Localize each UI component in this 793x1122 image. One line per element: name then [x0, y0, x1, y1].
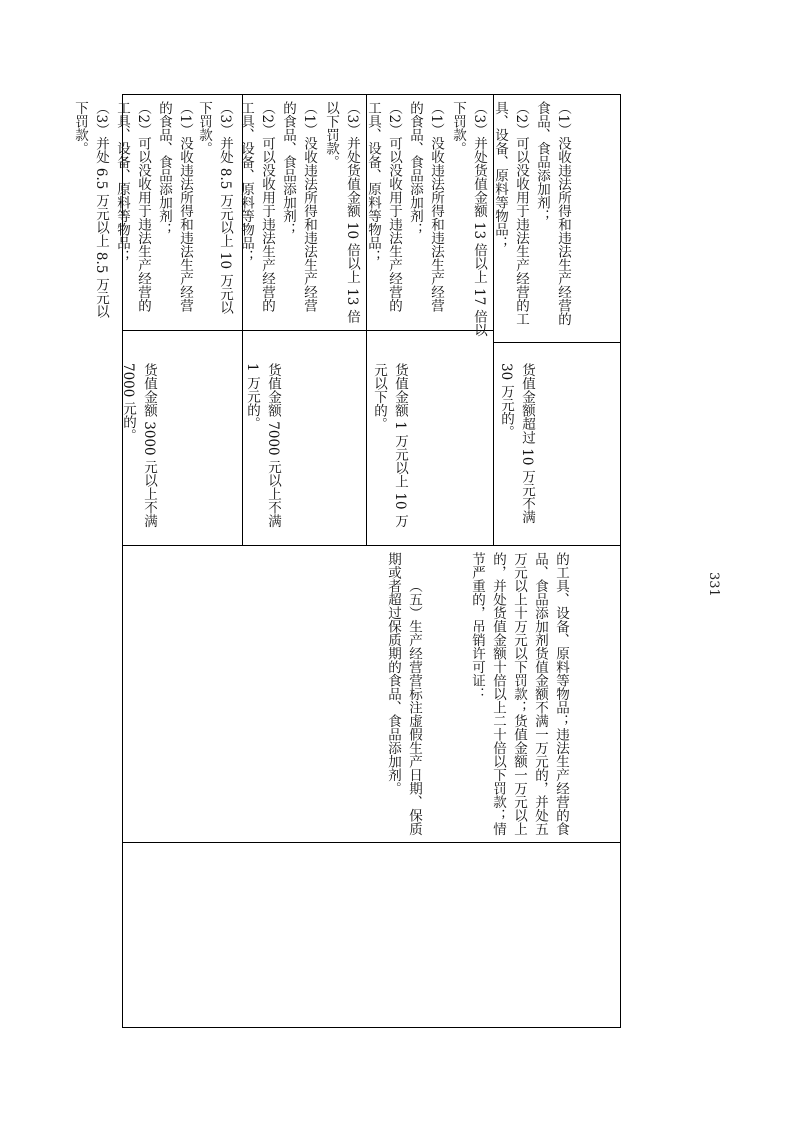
penalty-text-1: （1）没收违法所得和违法生产经营的食品、食品添加剂； （2）可以没收用于违法生产经营的工具、设备、原料等物品； （3）并处 6.5 万元以上 8.5 万元以下罚款。	[72, 101, 193, 319]
column-divider-provision	[122, 545, 621, 546]
penalty-text-2: （1）没收违法所得和违法生产经营的食品、食品添加剂； （2）可以没收用于违法生产经营的工具、设备、原料等物品； （3）并处 8.5 万元以上 10 万元以下罚款。	[196, 101, 317, 314]
table-border-right	[620, 94, 621, 1028]
condition-cell-4	[495, 345, 619, 543]
provision-paragraph-2: （五）生产经营营标注虚假生产日期、保质期或者超过保质期的食品、食品添加剂。	[385, 552, 422, 836]
column-divider-condition-1	[122, 330, 242, 331]
penalty-cell-4	[450, 97, 619, 341]
condition-text-3: 货值金额 1 万元以上 10 万元以下的。	[371, 363, 408, 528]
provision-cell	[125, 548, 619, 840]
condition-text-4: 货值金额超过 10 万元不满 30 万元的。	[498, 363, 535, 529]
table-border-top	[122, 94, 621, 95]
column-divider-condition	[242, 330, 366, 331]
penalty-text-4: （1）没收违法所得和违法生产经营的食品、食品添加剂； （2）可以没收用于违法生产经营的工具、设备、原料等物品； （3）并处货值金额 13 倍以上 17 倍以下罚款。	[450, 101, 571, 337]
column-divider-empty	[122, 842, 621, 843]
penalty-text-3: （1）没收违法所得和违法生产经营的食品、食品添加剂； （2）可以没收用于违法生产经营的工具、设备、原料等物品； （3）并处货值金额 10 倍以上 13 倍以下罚款。	[323, 101, 444, 324]
table-border-bottom	[122, 1027, 621, 1028]
condition-text-2: 货值金额 7000 元以上不满 1 万元的。	[244, 363, 281, 532]
page-number: 331	[706, 572, 721, 597]
condition-text-1: 货值金额 3000 元以上不满 7000 元的。	[120, 363, 157, 532]
provision-paragraph-1: 的工具、设备、原料等物品；违法生产经营的食品、食品添加剂货值金额不满一万元的，并处五万元以上十万元以下罚款；货值金额一万元以上的，并处货值金额十倍以上二十倍以下罚款；情节严重的，吊销许可证：	[469, 552, 569, 836]
column-divider-condition-3	[493, 342, 621, 343]
